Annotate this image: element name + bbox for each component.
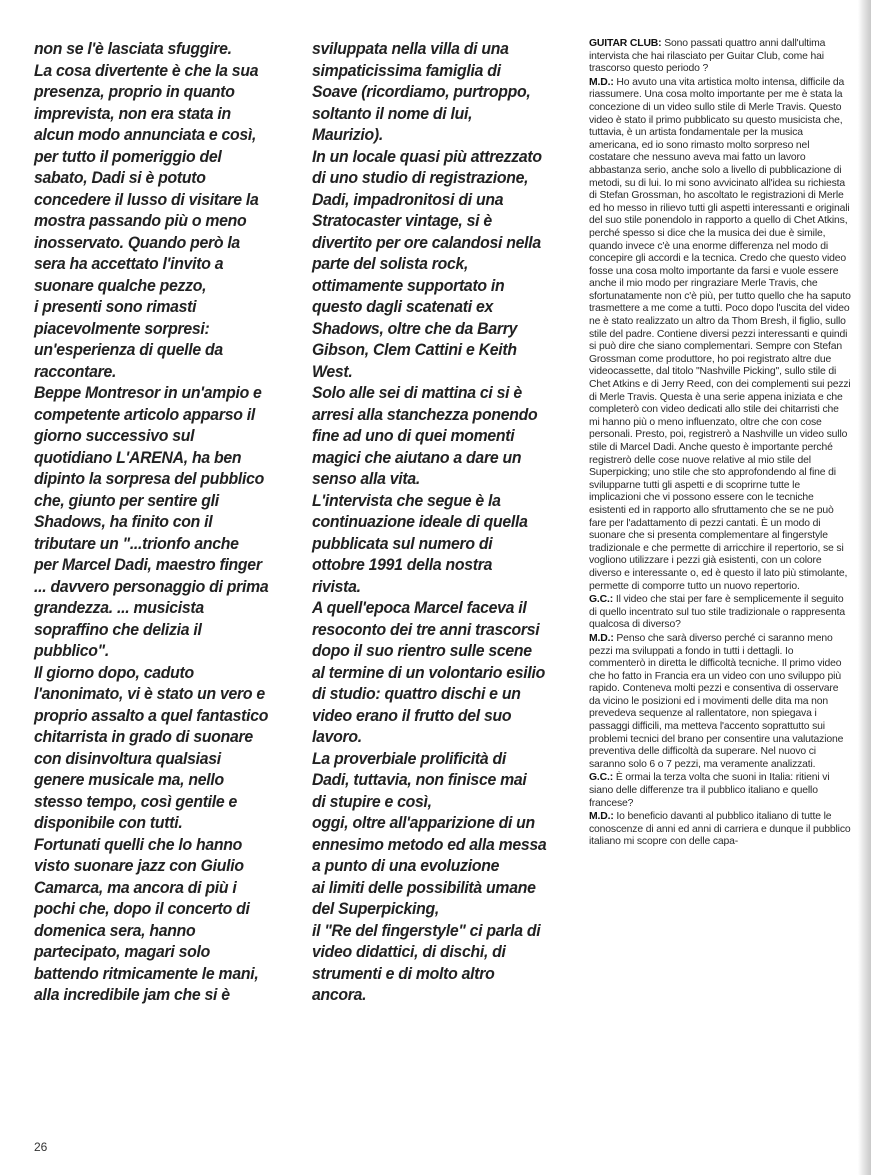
- intro-line: senso alla vita.: [312, 469, 421, 488]
- intro-line: Maurizio).: [312, 125, 383, 144]
- intro-line: l'anonimato, vi è stato un vero e: [34, 684, 265, 703]
- intro-line: del Superpicking,: [312, 899, 440, 918]
- intro-line: il "Re del fingerstyle" ci parla di: [312, 920, 541, 940]
- intro-line: Shadows, oltre che da Barry: [312, 318, 518, 338]
- intro-line: Fortunati quelli che lo hanno: [34, 834, 242, 854]
- intro-line: dipinto la sorpresa del pubblico: [34, 469, 265, 488]
- intro-line: Gibson, Clem Cattini e Keith: [312, 340, 517, 359]
- answer-text: Il video che stai per fare è semplicemente il seguito di quello incentrato sul tuo stile tradizionale o rappresenta qualcosa di diverso?: [589, 594, 845, 631]
- intro-line: A quell'epoca Marcel faceva il: [312, 598, 527, 617]
- interview-paragraph: [589, 633, 852, 772]
- intro-line: L'intervista che segue è la: [312, 490, 501, 510]
- intro-column-2: [312, 38, 574, 1006]
- intro-line: al termine di un volontario esilio: [312, 662, 545, 682]
- intro-line: partecipato, magari solo: [34, 942, 211, 961]
- intro-line: suonare qualche pezzo,: [34, 275, 207, 295]
- intro-line: La cosa divertente è che la sua: [34, 60, 259, 80]
- interview-paragraph: [589, 38, 852, 76]
- intro-line: dopo il suo rientro sulle scene: [312, 641, 532, 660]
- intro-line: alcun modo annunciata e così,: [34, 125, 257, 144]
- intro-line: ennesimo metodo ed alla messa: [312, 834, 547, 854]
- intro-line: ottobre 1991 della nostra: [312, 555, 493, 574]
- intro-line: ottimamente supportato in: [312, 275, 505, 295]
- intro-line: per Marcel Dadi, maestro finger: [34, 555, 262, 574]
- answer-text: È ormai la terza volta che suoni in Italia: ritieni vi siano delle differenze tra il pubblico italiano e quello francese?: [589, 772, 830, 809]
- intro-line: sviluppata nella villa di una: [312, 39, 509, 58]
- intro-line: Solo alle sei di mattina ci si è: [312, 383, 522, 402]
- intro-line: Stratocaster vintage, si è: [312, 211, 492, 230]
- intro-line: competente articolo apparso il: [34, 404, 255, 424]
- intro-line: visto suonare jazz con Giulio: [34, 856, 244, 875]
- intro-line: strumenti e di molto altro: [312, 963, 495, 983]
- intro-line: chitarrista in grado di suonare: [34, 727, 253, 746]
- intro-line: ancora.: [312, 985, 367, 1004]
- intro-line: ... davvero personaggio di prima: [34, 576, 269, 596]
- intro-line: La proverbiale prolificità di: [312, 748, 506, 768]
- intro-line: mostra passando più o meno: [34, 211, 247, 230]
- intro-line: In un locale quasi più attrezzato: [312, 146, 542, 166]
- intro-line: arresi alla stanchezza ponendo: [312, 404, 538, 424]
- answer-text: Ho avuto una vita artistica molto intensa, difficile da riassumere. Una cosa molto importante per me è stata la concezione di un video sullo stile di Merle Travis. Questo video è stato il primo pubblicato su questo musicista che, tuttavia, è un artista fondamentale per la musica americana, ed io sono rimasto molto sorpreso nel costatare che nessuno aveva mai fatto un lavoro abbastanza serio, anche solo a livello di pubblicazione di metodi, su di lui. Io mi sono avvicinato all'idea su richiesta di Stefan Grossman, ho ascoltato le registrazioni di Merle ed ho messo in rilievo tutti gli aspetti interessanti e originali del suo stile ponendolo in rapporto a quello di Chet Atkins, perché spesso si dice che la musica dei due è simile, quando invece c'è una enorme differenza nel modo di concepire gli accordi e la tecnica. Credo che questo video fosse una cosa molto importante da farsi e vuole essere anche il mio modo per ringraziare Merle Travis, che sfortunatamente non c'è più, per tutto quello che ha saputo trasmettere a me come a tutti. Poco dopo l'uscita del video ne è stato realizzato un altro da Thom Bresh, il figlio, sullo stile del padre. Contiene diversi pezzi interessanti e quindi si può dire che siano complementari. Sempre con Stefan Grossman come produttore, ho poi registrato altre due videocassette, dal titolo "Nashville Picking", sullo stile di Chet Atkins e di Jerry Reed, con dei complementi sui pezzi di Merle Travis. Questa è una serie appena iniziata e che completerò con video dedicati allo stile dei chitarristi che mi hanno più o meno influenzato, oltre che con cose personali. Presto, poi, registrerò a Nashville un video sullo stile di Marcel Dadi. Anche questo è importante perché registrerò delle cose nuove relative al mio stile del Superpicking; uno stile che sto approfondendo al fine di svilupparne tutti gli aspetti e di scoprirne tutte le implicazioni che vi possono essere con le tecniche esistenti ed in rapporto allo sfruttamento che se ne può fare per l'adattamento di pezzi cantati. È un modo di suonare che si presenta complementare al fingerstyle tradizionale e che permette di arricchire il repertorio, se si vogliono utilizzare i pezzi già esistenti, con un colore diverso e interessante o, ed è questo il lato più stimolante, permette di comporre tutto un nuovo repertorio.: [589, 76, 851, 592]
- intro-line: sopraffino che delizia il: [34, 619, 202, 639]
- intro-line: di studio: quattro dischi e un: [312, 684, 521, 703]
- intro-line: concedere il lusso di visitare la: [34, 189, 259, 209]
- interview-paragraph: [589, 811, 852, 849]
- intro-line: rivista.: [312, 576, 361, 596]
- intro-line: stesso tempo, così gentile e: [34, 791, 238, 811]
- intro-line: Dadi, impadronitosi di una: [312, 189, 504, 209]
- intro-line: Beppe Montresor in un'ampio e: [34, 383, 262, 402]
- intro-line: giorno successivo sul: [34, 426, 195, 445]
- intro-line: di uno studio di registrazione,: [312, 168, 529, 187]
- interview-column: [589, 38, 852, 850]
- intro-line: pubblicata sul numero di: [312, 533, 493, 553]
- speaker-label: M.D.:: [589, 632, 614, 644]
- page-number: 26: [34, 1140, 48, 1154]
- intro-line: video erano il frutto del suo: [312, 705, 512, 725]
- intro-line: inosservato. Quando però la: [34, 232, 240, 252]
- intro-line: lavoro.: [312, 727, 362, 746]
- intro-line: quotidiano L'ARENA, ha ben: [34, 447, 242, 467]
- intro-line: con disinvoltura qualsiasi: [34, 748, 221, 768]
- intro-line: oggi, oltre all'apparizione di un: [312, 813, 535, 832]
- intro-line: Camarca, ma ancora di più i: [34, 877, 237, 897]
- intro-line: sera ha accettato l'invito a: [34, 254, 224, 273]
- speaker-label: M.D.:: [589, 76, 614, 88]
- intro-line: grandezza. ... musicista: [34, 598, 204, 617]
- intro-line: un'esperienza di quelle da: [34, 340, 223, 359]
- intro-line: sabato, Dadi si è potuto: [34, 168, 206, 187]
- speaker-label: M.D.:: [589, 811, 614, 823]
- intro-line: tributare un "...trionfo anche: [34, 533, 239, 553]
- intro-line: continuazione ideale di quella: [312, 512, 528, 531]
- intro-line: fine ad uno di quei momenti: [312, 426, 515, 445]
- intro-line: questo dagli scatenati ex: [312, 297, 494, 316]
- intro-column-1: [34, 38, 296, 1006]
- intro-line: simpaticissima famiglia di: [312, 60, 501, 80]
- intro-line: West.: [312, 361, 353, 381]
- intro-line: proprio assalto a quel fantastico: [34, 705, 269, 725]
- intro-line: domenica sera, hanno: [34, 920, 196, 940]
- intro-line: imprevista, non era stata in: [34, 103, 231, 123]
- intro-line: che, giunto per sentire gli: [34, 490, 219, 510]
- intro-line: Shadows, ha finito con il: [34, 512, 213, 531]
- intro-line: pubblico".: [34, 641, 109, 660]
- intro-line: video didattici, di dischi, di: [312, 942, 506, 961]
- intro-line: parte del solista rock,: [312, 254, 469, 273]
- speaker-label: G.C.:: [589, 594, 614, 606]
- answer-text: Sono passati quattro anni dall'ultima intervista che hai rilasciato per Guitar Club, come hai trascorso questo periodo ?: [589, 38, 826, 75]
- intro-line: divertito per ore calandosi nella: [312, 232, 541, 252]
- speaker-label: G.C.:: [589, 772, 614, 784]
- intro-line: magici che aiutano a dare un: [312, 447, 522, 467]
- intro-line: genere musicale ma, nello: [34, 770, 224, 789]
- intro-line: non se l'è lasciata sfuggire.: [34, 39, 232, 58]
- intro-line: resoconto dei tre anni trascorsi: [312, 619, 540, 639]
- interview-paragraph: [589, 772, 852, 810]
- intro-line: Il giorno dopo, caduto: [34, 662, 194, 682]
- intro-line: per tutto il pomeriggio del: [34, 146, 222, 166]
- intro-line: soltanto il nome di lui,: [312, 103, 473, 123]
- intro-line: disponibile con tutti.: [34, 813, 183, 832]
- intro-line: battendo ritmicamente le mani,: [34, 963, 259, 983]
- intro-line: i presenti sono rimasti: [34, 297, 197, 316]
- answer-text: Penso che sarà diverso perché ci saranno meno pezzi ma sviluppati a fondo in tutti i dettagli. Io commenterò in diretta le difficoltà tecniche. Il primo video che ho fatto in Francia era un video con uno sviluppo più rapido. Conteneva molti pezzi e consentiva di osservare da vicino le posizioni ed i movimenti delle dita ma non prevedeva sequenze al rallentatore, non spiegava i passaggi difficili, ma metteva l'accento soprattutto sui problemi tecnici del brano per consentire una valutazione preventiva delle difficoltà da superare. Nel nuovo ci saranno solo 6 o 7 pezzi, ma veramente analizzati.: [589, 632, 844, 770]
- intro-line: presenza, proprio in quanto: [34, 82, 235, 101]
- intro-line: piacevolmente sorpresi:: [34, 318, 210, 338]
- intro-line: raccontare.: [34, 361, 117, 381]
- intro-line: ai limiti delle possibilità umane: [312, 877, 536, 897]
- answer-text: Io beneficio davanti al pubblico italiano di tutte le conoscenze di anni ed anni di carriera e dunque il pubblico italiano mi scopre con delle capa-: [589, 811, 851, 848]
- intro-line: pochi che, dopo il concerto di: [34, 899, 250, 918]
- intro-line: a punto di una evoluzione: [312, 856, 500, 875]
- intro-line: Dadi, tuttavia, non finisce mai: [312, 770, 527, 789]
- page-edge-shadow: [858, 0, 871, 1175]
- intro-line: di stupire e così,: [312, 791, 432, 811]
- interview-paragraph: [589, 77, 852, 593]
- speaker-label: GUITAR CLUB:: [589, 38, 662, 49]
- interview-paragraph: [589, 594, 852, 632]
- intro-line: Soave (ricordiamo, purtroppo,: [312, 82, 531, 101]
- intro-line: alla incredibile jam che si è: [34, 985, 230, 1004]
